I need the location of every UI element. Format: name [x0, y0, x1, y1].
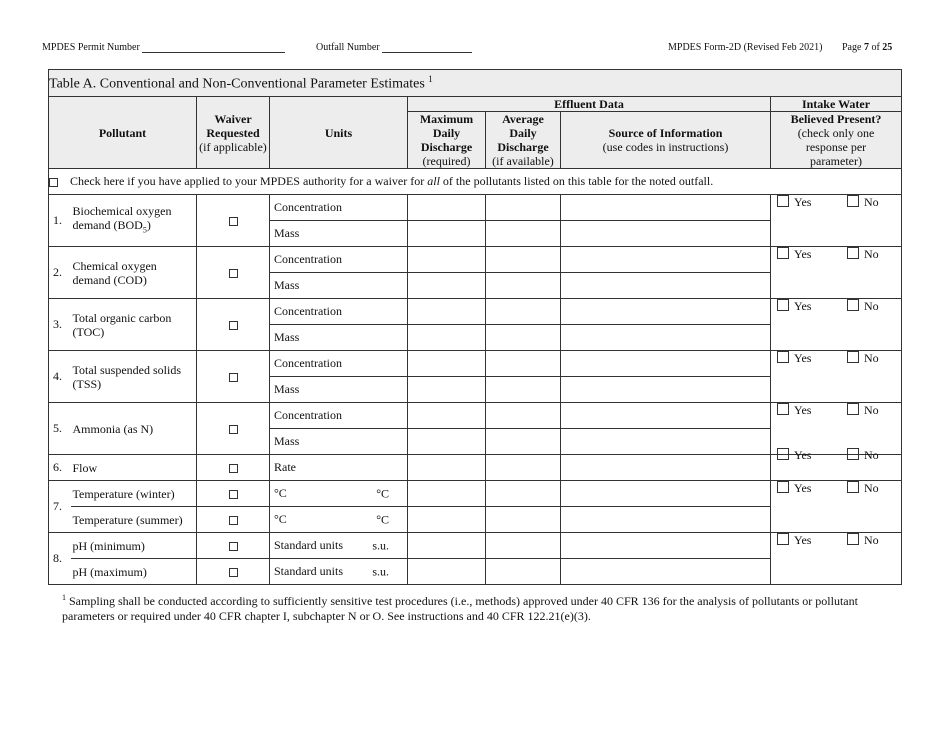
unit-cell: Mass	[270, 325, 408, 351]
no-checkbox[interactable]	[847, 299, 859, 311]
unit-cell	[270, 559, 408, 585]
believed-present-cell	[771, 533, 902, 585]
col-max-daily	[408, 112, 486, 169]
max-daily-input[interactable]	[408, 247, 486, 273]
waiver-checkbox[interactable]	[229, 516, 238, 525]
no-label: No	[864, 481, 879, 495]
col-believed-present	[771, 112, 902, 169]
waiver-cell	[197, 351, 270, 403]
pollutant-name	[71, 299, 197, 351]
no-label: No	[864, 195, 879, 209]
pollutant-name: Ammonia (as N)	[71, 403, 197, 455]
page-total: 25	[882, 42, 893, 53]
table-row	[49, 299, 902, 325]
pollutant-name-b: demand (BOD	[72, 217, 143, 232]
yes-label: Yes	[794, 299, 812, 313]
waiver-cell	[197, 507, 270, 533]
pollutant-name	[71, 351, 197, 403]
col-source-l2: (use codes in instructions)	[602, 140, 729, 154]
pollutant-name: Flow	[71, 455, 197, 481]
waiver-checkbox[interactable]	[229, 490, 238, 499]
row-number: 7.	[49, 481, 71, 533]
max-daily-input[interactable]	[408, 403, 486, 429]
no-label: No	[864, 448, 879, 462]
avg-daily-input[interactable]	[486, 559, 561, 585]
no-checkbox[interactable]	[847, 533, 859, 545]
waiver-checkbox[interactable]	[229, 568, 238, 577]
avg-daily-input[interactable]	[486, 533, 561, 559]
avg-daily-input[interactable]	[486, 507, 561, 533]
col-waiver-l2: Requested	[206, 125, 260, 140]
source-input[interactable]	[561, 221, 771, 247]
unit-cell: Concentration	[270, 195, 408, 221]
page-header	[42, 42, 908, 56]
group-intake-label: Intake Water	[801, 97, 871, 111]
row-number: 1.	[49, 195, 71, 247]
believed-present-cell	[771, 195, 902, 247]
table-row	[49, 351, 902, 377]
no-option[interactable]	[847, 247, 879, 262]
no-checkbox[interactable]	[847, 481, 859, 493]
waiver-cell	[197, 403, 270, 455]
no-option[interactable]	[847, 351, 879, 366]
pollutant-name: pH (minimum)	[71, 533, 197, 559]
avg-daily-input[interactable]	[486, 377, 561, 403]
title-footnote-mark: 1	[428, 73, 433, 84]
table-row	[49, 247, 902, 273]
unit-cell: Mass	[270, 221, 408, 247]
max-daily-input[interactable]	[408, 481, 486, 507]
max-daily-input[interactable]	[408, 455, 486, 481]
source-input[interactable]	[561, 455, 771, 481]
pollutant-name-a: Biochemical oxygen	[72, 203, 172, 218]
permit-label: MPDES Permit Number	[42, 42, 140, 53]
col-units-label: Units	[324, 125, 353, 140]
unit-cell: Mass	[270, 377, 408, 403]
unit-cell	[270, 507, 408, 533]
table-row	[49, 403, 902, 429]
believed-present-cell	[771, 351, 902, 403]
col-avg-l3: Discharge	[497, 140, 549, 154]
waiver-text-b: of the pollutants listed on this table for the noted outfall.	[442, 174, 714, 188]
col-max-l1: Maximum	[419, 112, 474, 126]
page-number: 7	[863, 42, 869, 53]
avg-daily-input[interactable]	[486, 221, 561, 247]
table-row	[49, 481, 902, 507]
page-of: of	[871, 42, 880, 53]
pollutant-name-b: (TSS)	[72, 376, 102, 391]
outfall-label: Outfall Number	[316, 42, 380, 53]
source-input[interactable]	[561, 247, 771, 273]
col-believed-l1: Believed Present?	[790, 112, 882, 126]
pollutant-name-a: Chemical oxygen	[72, 258, 157, 273]
pollutant-name-b: demand (COD)	[72, 272, 147, 287]
max-daily-input[interactable]	[408, 377, 486, 403]
avg-daily-input[interactable]	[486, 351, 561, 377]
pollutant-name-a: Total organic carbon	[72, 310, 172, 325]
col-waiver-l3: (if applicable)	[199, 139, 267, 154]
no-option[interactable]	[847, 195, 879, 210]
yes-option[interactable]	[777, 403, 811, 418]
footnote	[62, 590, 892, 624]
max-daily-input[interactable]	[408, 221, 486, 247]
no-label: No	[864, 403, 879, 417]
table-a	[48, 69, 902, 585]
yes-checkbox[interactable]	[777, 448, 789, 460]
unit-label: °C	[274, 512, 287, 526]
col-believed-l3: response per	[805, 140, 867, 154]
waiver-cell	[197, 533, 270, 559]
waiver-checkbox[interactable]	[229, 373, 238, 382]
col-believed-l2: (check only one	[797, 126, 875, 140]
waiver-checkbox[interactable]	[229, 321, 238, 330]
no-checkbox[interactable]	[847, 195, 859, 207]
believed-present-cell	[771, 247, 902, 299]
col-avg-l2: Daily	[509, 126, 537, 140]
waiver-cell	[197, 195, 270, 247]
table-row	[49, 533, 902, 559]
source-input[interactable]	[561, 533, 771, 559]
waiver-cell	[197, 247, 270, 299]
waiver-cell	[197, 481, 270, 507]
avg-daily-input[interactable]	[486, 325, 561, 351]
yes-option[interactable]	[777, 299, 811, 314]
source-input[interactable]	[561, 507, 771, 533]
yes-checkbox[interactable]	[777, 195, 789, 207]
col-max-l2: Daily	[432, 126, 461, 140]
max-daily-input[interactable]	[408, 559, 486, 585]
max-daily-input[interactable]	[408, 299, 486, 325]
waiver-checkbox[interactable]	[229, 269, 238, 278]
no-checkbox[interactable]	[847, 247, 859, 259]
unit-cell: Mass	[270, 429, 408, 455]
unit-abbr: s.u.	[372, 538, 389, 552]
col-pollutant-label: Pollutant	[98, 125, 147, 140]
form-label: MPDES Form-2D (Revised Feb 2021)	[668, 42, 823, 53]
col-units	[270, 97, 408, 169]
source-input[interactable]	[561, 559, 771, 585]
avg-daily-input[interactable]	[486, 273, 561, 299]
avg-daily-input[interactable]	[486, 247, 561, 273]
source-input[interactable]	[561, 481, 771, 507]
source-input[interactable]	[561, 273, 771, 299]
col-avg-l1: Average	[502, 112, 544, 126]
yes-label: Yes	[794, 247, 812, 261]
col-believed-l4: parameter)	[810, 154, 862, 168]
source-input[interactable]	[561, 325, 771, 351]
pollutant-name-sub: 5	[142, 225, 147, 235]
unit-abbr: °C	[376, 512, 389, 526]
pollutant-name	[71, 195, 197, 247]
col-avg-l4: (if available)	[492, 154, 554, 168]
group-effluent-label: Effluent Data	[554, 97, 624, 111]
no-option[interactable]	[847, 481, 879, 496]
col-avg-daily	[486, 112, 561, 169]
col-waiver-l1: Waiver	[214, 111, 252, 126]
max-daily-input[interactable]	[408, 195, 486, 221]
page-prefix: Page	[842, 42, 862, 53]
waiver-cell	[197, 455, 270, 481]
waiver-checkbox[interactable]	[229, 464, 238, 473]
waiver-all-checkbox[interactable]	[49, 178, 58, 187]
col-max-l4: (required)	[422, 154, 471, 168]
believed-present-cell	[771, 448, 902, 481]
no-option[interactable]	[847, 403, 879, 418]
yes-option[interactable]	[777, 533, 811, 548]
permit-number-field[interactable]	[42, 42, 285, 53]
table-row	[49, 195, 902, 221]
no-label: No	[864, 299, 879, 313]
permit-number-line[interactable]	[142, 42, 285, 53]
max-daily-input[interactable]	[408, 429, 486, 455]
believed-present-cell	[771, 299, 902, 351]
table-row	[49, 455, 902, 481]
unit-cell: Concentration	[270, 351, 408, 377]
waiver-cell	[197, 299, 270, 351]
avg-daily-input[interactable]	[486, 299, 561, 325]
no-checkbox[interactable]	[847, 351, 859, 363]
avg-daily-input[interactable]	[486, 429, 561, 455]
waiver-cell	[197, 559, 270, 585]
no-checkbox[interactable]	[847, 448, 859, 460]
unit-cell	[270, 533, 408, 559]
table-title-text: Table A. Conventional and Non-Conventional Parameter Estimates	[49, 76, 425, 92]
waiver-checkbox[interactable]	[229, 542, 238, 551]
avg-daily-input[interactable]	[486, 455, 561, 481]
avg-daily-input[interactable]	[486, 481, 561, 507]
row-number: 6.	[49, 455, 71, 481]
yes-checkbox[interactable]	[777, 247, 789, 259]
yes-label: Yes	[794, 448, 812, 462]
waiver-all-row	[49, 169, 902, 195]
waiver-checkbox[interactable]	[229, 217, 238, 226]
no-checkbox[interactable]	[847, 403, 859, 415]
row-number: 2.	[49, 247, 71, 299]
unit-cell: Mass	[270, 273, 408, 299]
unit-cell: Concentration	[270, 299, 408, 325]
source-input[interactable]	[561, 351, 771, 377]
col-max-l3: Discharge	[420, 140, 473, 154]
yes-option[interactable]	[777, 247, 811, 262]
source-input[interactable]	[561, 377, 771, 403]
source-input[interactable]	[561, 195, 771, 221]
footnote-text: Sampling shall be conducted according to sufficiently sensitive test procedures (i.e., methods) approved under 40 CFR 136 for the analysis of pollutants or pollutant parameters or required under 40 CFR chapter I, subchapter N or O. See instructions and 40 CFR 122.21(e)(3).	[62, 594, 858, 623]
waiver-text-a: Check here if you have applied to your MPDES authority for a waiver for	[70, 174, 425, 188]
waiver-text-em: all	[427, 174, 440, 188]
unit-label: Standard units	[274, 538, 343, 552]
believed-present-cell	[771, 481, 902, 533]
yes-label: Yes	[794, 403, 812, 417]
yes-checkbox[interactable]	[777, 351, 789, 363]
outfall-number-line[interactable]	[382, 42, 472, 53]
footnote-mark: 1	[62, 593, 66, 602]
col-source-l1: Source of Information	[608, 126, 723, 140]
page-indicator	[842, 42, 892, 53]
yes-label: Yes	[794, 195, 812, 209]
pollutant-name: Temperature (winter)	[71, 481, 197, 507]
col-pollutant	[49, 97, 197, 169]
pollutant-name-c: )	[146, 217, 151, 232]
believed-present-cell	[771, 403, 902, 455]
pollutant-name	[71, 247, 197, 299]
unit-label: Standard units	[274, 564, 343, 578]
outfall-number-field[interactable]	[316, 42, 472, 53]
yes-label: Yes	[794, 481, 812, 495]
no-label: No	[864, 247, 879, 261]
col-source	[561, 112, 771, 169]
pollutant-name-a: Total suspended solids	[72, 362, 181, 377]
yes-option[interactable]	[777, 448, 811, 463]
max-daily-input[interactable]	[408, 273, 486, 299]
no-option[interactable]	[847, 533, 879, 548]
unit-cell	[270, 481, 408, 507]
table-title	[49, 70, 902, 97]
yes-checkbox[interactable]	[777, 533, 789, 545]
unit-cell: Concentration	[270, 247, 408, 273]
max-daily-input[interactable]	[408, 533, 486, 559]
row-number: 3.	[49, 299, 71, 351]
pollutant-name: Temperature (summer)	[71, 507, 197, 533]
yes-label: Yes	[794, 351, 812, 365]
source-input[interactable]	[561, 429, 771, 455]
source-input[interactable]	[561, 299, 771, 325]
unit-abbr: °C	[376, 486, 389, 500]
yes-option[interactable]	[777, 481, 811, 496]
yes-checkbox[interactable]	[777, 481, 789, 493]
waiver-checkbox[interactable]	[229, 425, 238, 434]
pollutant-name: pH (maximum)	[71, 559, 197, 585]
group-intake-water	[771, 97, 902, 112]
yes-option[interactable]	[777, 195, 811, 210]
col-waiver	[197, 97, 270, 169]
unit-abbr: s.u.	[372, 564, 389, 578]
no-option[interactable]	[847, 448, 879, 463]
row-number: 5.	[49, 403, 71, 455]
group-effluent-data	[408, 97, 771, 112]
no-label: No	[864, 533, 879, 547]
pollutant-name-b: (TOC)	[72, 324, 105, 339]
unit-cell: Concentration	[270, 403, 408, 429]
avg-daily-input[interactable]	[486, 195, 561, 221]
yes-checkbox[interactable]	[777, 299, 789, 311]
avg-daily-input[interactable]	[486, 403, 561, 429]
unit-label: °C	[274, 486, 287, 500]
yes-label: Yes	[794, 533, 812, 547]
max-daily-input[interactable]	[408, 507, 486, 533]
row-number: 4.	[49, 351, 71, 403]
max-daily-input[interactable]	[408, 351, 486, 377]
no-option[interactable]	[847, 299, 879, 314]
max-daily-input[interactable]	[408, 325, 486, 351]
yes-checkbox[interactable]	[777, 403, 789, 415]
row-number: 8.	[49, 533, 71, 585]
yes-option[interactable]	[777, 351, 811, 366]
unit-cell: Rate	[270, 455, 408, 481]
no-label: No	[864, 351, 879, 365]
source-input[interactable]	[561, 403, 771, 429]
